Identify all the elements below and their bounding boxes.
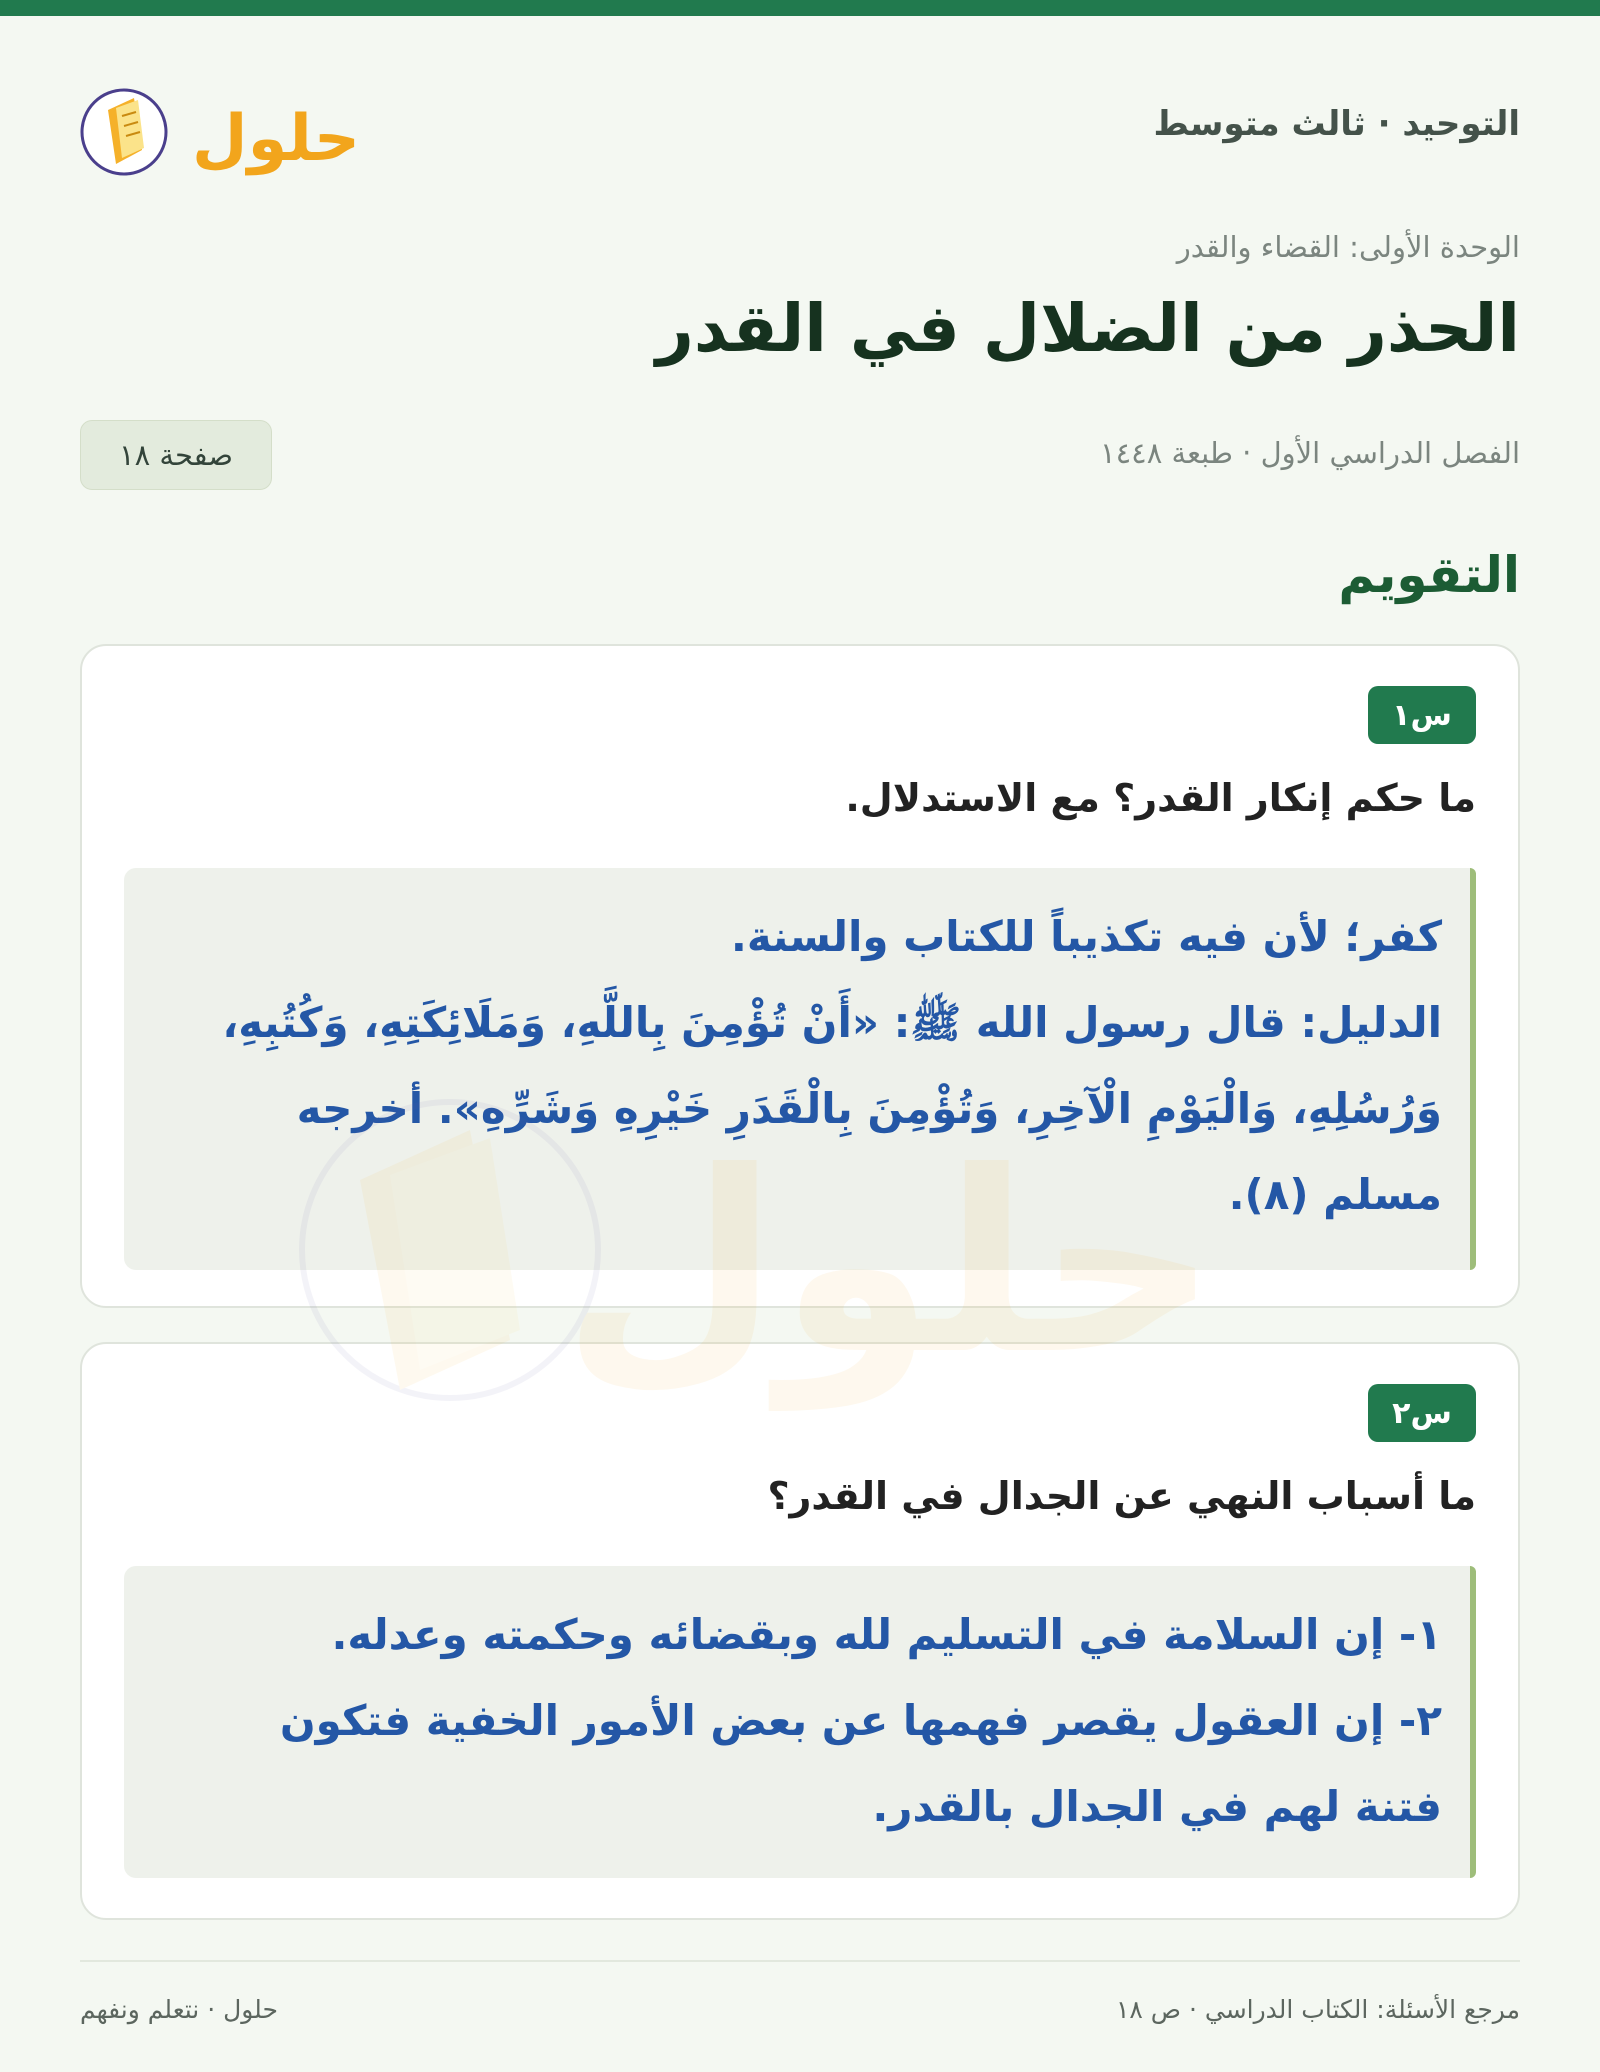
answer-box [124,868,1476,1270]
lesson-meta: الفصل الدراسي الأول · طبعة ١٤٤٨ [1100,436,1520,470]
question-card [80,644,1520,1308]
answer-line: كفر؛ لأن فيه تكذيباً للكتاب والسنة. [730,912,1442,961]
answer-line: مسلم (٨). [1228,1170,1442,1219]
question-text: ما حكم إنكار القدر؟ مع الاستدلال. [845,776,1476,820]
question-text: ما أسباب النهي عن الجدال في القدر؟ [767,1474,1476,1518]
answer-line: فتنة لهم في الجدال بالقدر. [872,1782,1442,1831]
answer-box [124,1566,1476,1878]
course-title: التوحيد · ثالث متوسط [1153,104,1520,144]
footer-tagline: حلول · نتعلم ونفهم [80,1995,278,2024]
answer-line: ٢- إن العقول يقصر فهمها عن بعض الأمور الخفية فتكون [279,1696,1442,1745]
question-number-badge: س١ [1368,686,1476,744]
top-accent-bar [0,0,1600,16]
answer-line: ١- إن السلامة في التسليم لله وبقضائه وحكمته وعدله. [331,1610,1442,1659]
lesson-title: الحذر من الضلال في القدر [655,290,1520,367]
footer-reference: مرجع الأسئلة: الكتاب الدراسي · ص ١٨ [1115,1995,1520,2024]
question-number-badge: س٢ [1368,1384,1476,1442]
page-header [80,70,1520,190]
page-number-badge: صفحة ١٨ [80,420,272,490]
answer-line: الدليل: قال رسول الله ﷺ: «أَنْ تُؤْمِنَ بِاللَّهِ، وَمَلَائِكَتِهِ، وَكُتُبِهِ، [222,998,1442,1047]
answer-line: وَرُسُلِهِ، وَالْيَوْمِ الْآخِرِ، وَتُؤْمِنَ بِالْقَدَرِ خَيْرِهِ وَشَرِّهِ». أخرجه [296,1084,1442,1133]
question-card [80,1342,1520,1920]
section-title: التقويم [1338,546,1520,604]
footer-divider [80,1960,1520,1962]
unit-label: الوحدة الأولى: القضاء والقدر [1176,230,1520,264]
logo-wordmark: حلول [192,102,360,176]
brand-logo[interactable] [80,70,370,190]
